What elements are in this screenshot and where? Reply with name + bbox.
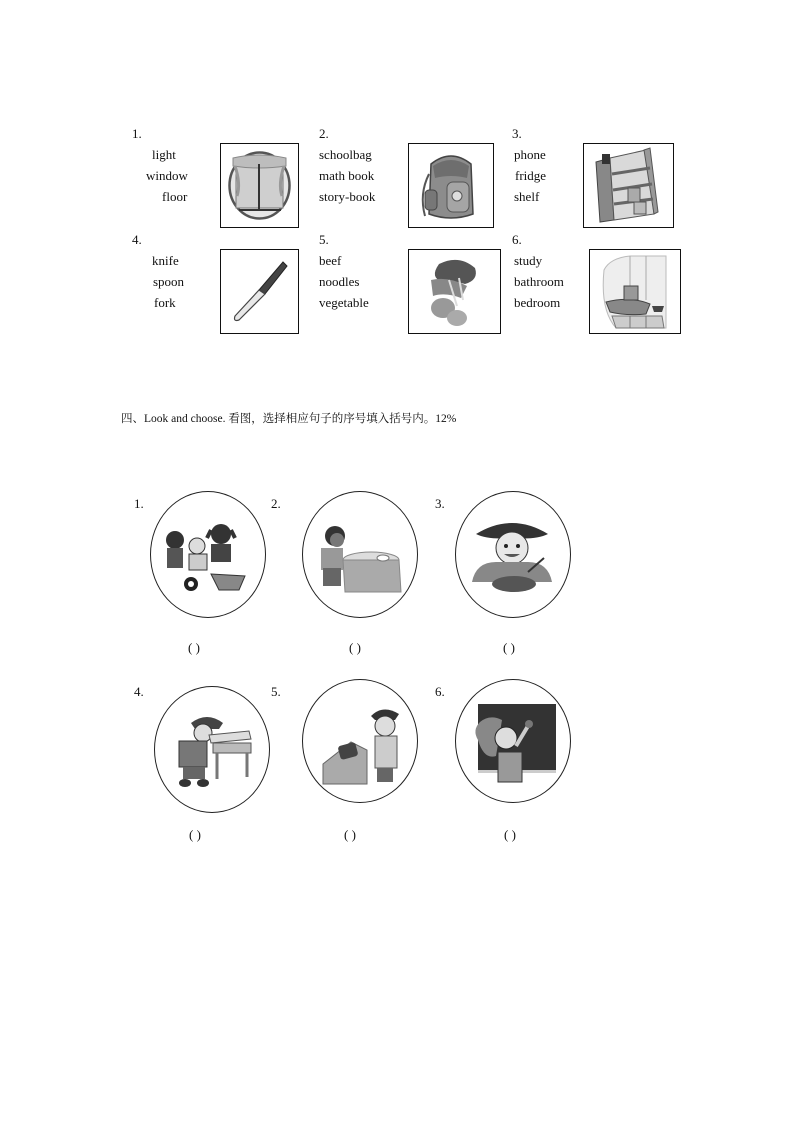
word-option: phone (514, 147, 546, 162)
word-option: shelf (514, 189, 540, 204)
word-option: window (146, 168, 188, 183)
boy-on-phone-icon (303, 680, 417, 802)
knife-icon (221, 250, 298, 333)
word-option: math book (319, 168, 375, 183)
item-number: 5. (319, 232, 329, 247)
answer-blank[interactable]: ( ) (503, 640, 515, 655)
kids-playing-icon (151, 492, 265, 617)
bathroom-picture (589, 249, 681, 334)
item-number: 6. (512, 232, 522, 247)
item-number: 4. (132, 232, 142, 247)
answer-blank[interactable]: ( ) (189, 827, 201, 842)
window-picture (220, 143, 299, 228)
vegetable-picture (408, 249, 501, 334)
answer-blank[interactable]: ( ) (188, 640, 200, 655)
item-number: 1. (132, 126, 142, 141)
boy-at-desk-picture (154, 686, 270, 813)
answer-blank[interactable]: ( ) (344, 827, 356, 842)
word-option: floor (162, 189, 188, 204)
word-option: fridge (515, 168, 547, 183)
word-option: bedroom (514, 295, 561, 310)
item-number: 3. (435, 496, 445, 511)
word-option: story-book (319, 189, 376, 204)
item-number: 3. (512, 126, 522, 141)
word-option: light (152, 147, 176, 162)
word-option: beef (319, 253, 342, 268)
answer-blank[interactable]: ( ) (504, 827, 516, 842)
girl-at-blackboard-icon (456, 680, 570, 802)
word-option: fork (154, 295, 176, 310)
knife-picture (220, 249, 299, 334)
shelf-icon (584, 144, 673, 227)
vegetable-icon (409, 250, 500, 333)
word-option: spoon (153, 274, 185, 289)
boy-setting-table-icon (303, 492, 417, 617)
item-number: 2. (319, 126, 329, 141)
boy-setting-table-picture (302, 491, 418, 618)
word-option: vegetable (319, 295, 369, 310)
word-option: study (514, 253, 543, 268)
item-number: 2. (271, 496, 281, 511)
item-number: 5. (271, 684, 281, 699)
answer-blank[interactable]: ( ) (349, 640, 361, 655)
schoolbag-icon (409, 144, 493, 227)
bathroom-icon (590, 250, 680, 333)
shelf-picture (583, 143, 674, 228)
boy-at-desk-icon (155, 687, 269, 812)
word-option: bathroom (514, 274, 564, 289)
word-option: schoolbag (319, 147, 372, 162)
word-option: noodles (319, 274, 360, 289)
kids-playing-picture (150, 491, 266, 618)
schoolbag-picture (408, 143, 494, 228)
item-number: 4. (134, 684, 144, 699)
word-option: knife (152, 253, 179, 268)
section-title: 四、Look and choose. 看图，选择相应句子的序号填入括号内。12% (121, 413, 457, 425)
window-icon (221, 144, 298, 227)
boy-eating-noodles-picture (455, 491, 571, 618)
item-number: 1. (134, 496, 144, 511)
boy-eating-noodles-icon (456, 492, 570, 617)
girl-at-blackboard-picture (455, 679, 571, 803)
boy-on-phone-picture (302, 679, 418, 803)
item-number: 6. (435, 684, 445, 699)
